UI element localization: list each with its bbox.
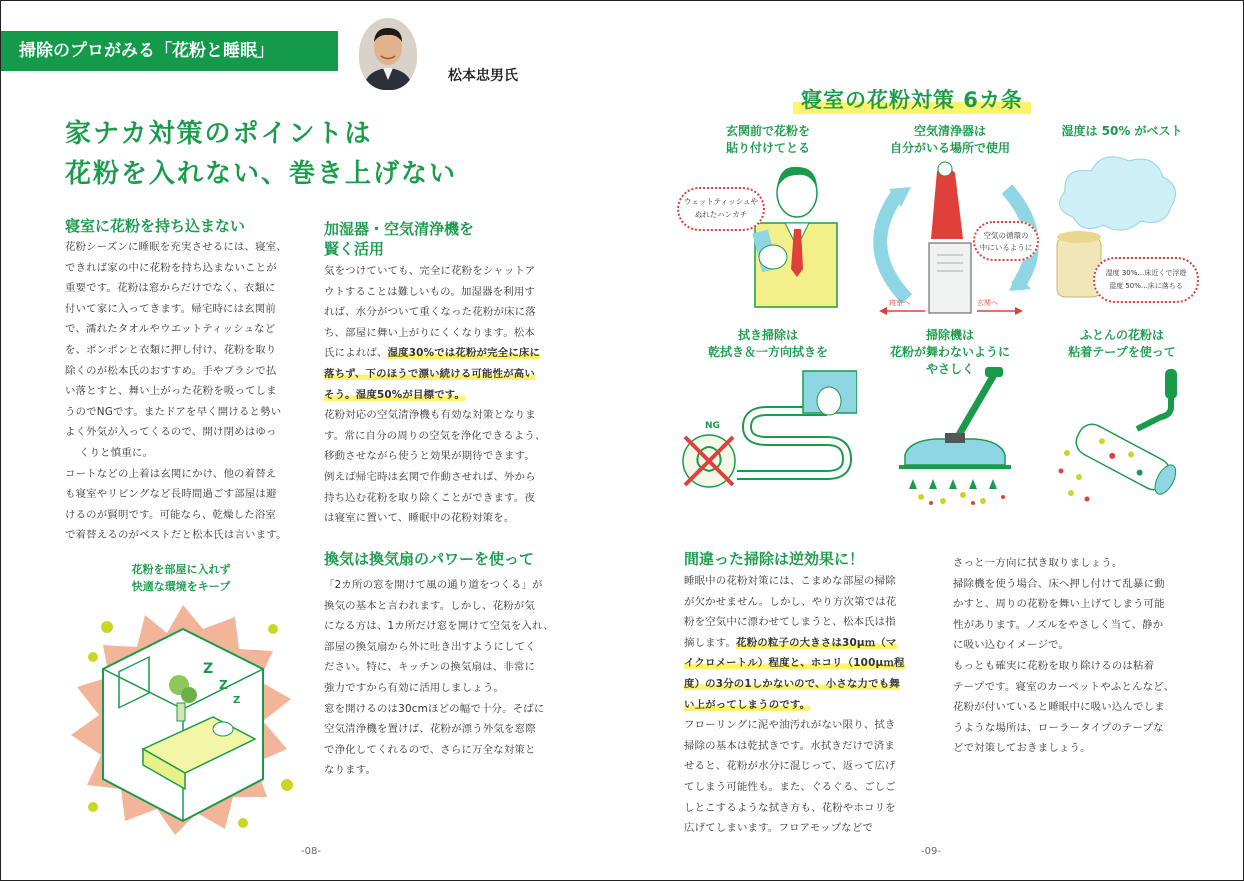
caption-line: ふとんの花粉は (1079, 328, 1164, 342)
section-heading: 寝室に花粉を持ち込まない (65, 217, 246, 235)
ng-label: NG (705, 421, 720, 431)
caption-line: 拭き掃除は (737, 328, 798, 342)
text-line: かすと、周りの花粉を舞い上げてしまう可能 (953, 598, 1165, 611)
highlighted-text: そう。湿度50%が目標です。 (324, 388, 466, 401)
highlighted-text: い上がってしまうのです。 (684, 698, 811, 711)
text-line: てしまう可能性も。また、ぐるぐる、ごしご (684, 780, 896, 793)
section-header-band: 掃除のプロがみる「花粉と睡眠」 (1, 31, 338, 71)
text-line (684, 674, 934, 695)
tip-caption-humidity: 湿度は 50% がベスト (1061, 124, 1183, 138)
text-line: も寝室やリビングなど長時間過ごす部屋は避 (65, 488, 277, 501)
text-line: うような場所は、ローラータイプのテープな (953, 721, 1164, 734)
page-number: -09- (921, 846, 941, 857)
text-line: 粉を空気中に漂わせてしまうと、松本氏は指 (684, 616, 896, 629)
text-span: 氏によれば、 (324, 347, 388, 360)
text-line: 移動させながら使うと効果が期待できます。 (324, 450, 535, 463)
text-line: 花粉シーズンに睡眠を充実させるには、寝室、 (65, 241, 287, 253)
bubble-line: 湿度 50%…床に落ちる (1109, 282, 1183, 290)
caption-line: 花粉が舞わないように (889, 345, 1010, 359)
svg-text:Z: Z (233, 695, 241, 706)
caption-line: 快適な環境をキープ (131, 580, 231, 593)
text-line: 換気の基本と言われます。しかし、花粉が気 (324, 599, 535, 612)
text-line: 掃除の基本は乾拭きです。水拭きだけで済ま (684, 739, 895, 752)
text-line: は寝室に置いて、睡眠中の花粉対策を。 (324, 512, 515, 525)
text-line: けるのが賢明です。可能なら、乾燥した浴室 (65, 508, 276, 521)
text-line: 「2カ所の窓を開けて風の通り道をつくる」が (324, 579, 543, 591)
section-heading: 換気は換気扇のパワーを使って (324, 550, 535, 568)
caption-line: 花粉を部屋に入れず (131, 563, 231, 576)
text-line: ウトすることは難しいもの。加湿器を利用す (324, 285, 536, 298)
arrow-label-entrance: 玄関へ (977, 299, 998, 307)
entrance-illustration (673, 159, 853, 313)
section-heading (324, 219, 474, 259)
caption-line: やさしく (925, 362, 974, 376)
article-body (65, 237, 315, 546)
highlighted-text: 湿度30%では花粉が完全に床に (387, 347, 541, 360)
text-line: になる方は、1カ所だけ窓を開けて空気を入れ、 (324, 620, 554, 633)
text-line: 性があります。ノズルをやさしく当て、静か (953, 618, 1164, 631)
text-line: テープです。寝室のカーペットやふとんなど、 (953, 680, 1175, 693)
text-line: 空気清浄機を置けば、花粉が漂う外気を窓際 (324, 723, 536, 736)
text-line: 花粉が付いていると睡眠中に吸い込んでしま (953, 701, 1165, 714)
author-name: 松本忠男氏 (448, 68, 518, 84)
text-line: 付いて家に入ってきます。帰宅時には玄関前 (65, 302, 276, 315)
bubble-line: 湿度 30%…床近くで浮遊 (1105, 269, 1187, 277)
text-line (684, 633, 934, 654)
caption-line: 掃除機は (925, 328, 974, 342)
text-line: 部屋の換気扇から外に吐き出すようにしてく (324, 640, 536, 653)
vacuum-illustration (895, 365, 1015, 509)
text-line: ち、部屋に舞い上がりにくくなります。松本 (324, 326, 535, 339)
heading-line: 賢く活用 (324, 240, 385, 258)
text-span: 摘します。 (684, 636, 737, 649)
text-line: できれば家の中に花粉を持ち込まないことが (65, 261, 277, 274)
wiping-illustration (677, 367, 857, 511)
text-line: 花粉対応の空気清浄機も有効な対策となりま (324, 409, 536, 422)
text-line: を、ポンポンと衣類に押し付け、花粉を取り (65, 343, 277, 356)
svg-text:Z: Z (219, 678, 228, 692)
text-line (684, 653, 934, 674)
bubble-line: ウェットティッシュや (684, 197, 758, 206)
text-line: もっとも確実に花粉を取り除けるのは粘着 (953, 659, 1155, 672)
article-body (324, 261, 574, 529)
tip-bubble-wet-tissue (677, 187, 765, 231)
text-line: 重要です。花粉は窓からだけでなく、衣類に (65, 282, 276, 295)
tip-caption-air-purifier (855, 123, 1045, 157)
text-line: なります。 (324, 764, 377, 777)
arrow-label-bedroom: 寝室へ (889, 299, 910, 307)
caption-line: 粘着テープを使って (1068, 345, 1176, 359)
text-line: うのでNGです。またドアを早く開けると勢い (65, 405, 282, 418)
text-line: せると、花粉が水分に混じって、返って広げ (684, 760, 896, 773)
text-line: で浄化してくれるので、さらに万全な対策と (324, 743, 536, 756)
tip-caption-roller (1027, 327, 1217, 361)
article-body (953, 553, 1203, 759)
text-line: さっと一方向に拭き取りましょう。 (953, 557, 1123, 569)
text-line: 窓を開けるのは30cmほどの幅で十分。そばに (324, 702, 545, 715)
article-body (684, 571, 934, 839)
page-number: -08- (301, 846, 321, 857)
highlighted-text: イクロメートル）程度と、ホコリ（100μｍ程 (684, 657, 905, 670)
caption-line: 玄関前で花粉を (725, 124, 810, 138)
tips-title: 寝室の花粉対策 6カ条 (793, 84, 1031, 114)
bubble-line: 中にいるように (979, 243, 1033, 252)
text-line: しとこするような拭き方も、花粉やホコリを (684, 801, 896, 814)
text-line: 広げてしまいます。フロアモップなどで (684, 822, 874, 835)
text-line: 気をつけていても、完全に花粉をシャットア (324, 265, 536, 277)
text-line: フローリングに泥や油汚れがない限り、拭き (684, 719, 896, 732)
highlighted-text: 落ちず、下のほうで漂い続ける可能性が高い (324, 367, 535, 380)
text-line: 強力ですから有効に活用しましょう。 (324, 681, 505, 694)
text-line: い落とすと、舞い上がった花粉を吸ってしま (65, 385, 277, 398)
text-line (324, 364, 574, 385)
headline-line-1: 家ナカ対策のポイントは (65, 119, 373, 149)
text-line: 持ち込む花粉を取り除くことができます。夜 (324, 491, 535, 504)
text-line (324, 343, 574, 364)
text-line: 例えば帰宅時は玄関で作動させれば、外から (324, 470, 536, 483)
author-portrait (359, 18, 417, 90)
highlighted-text: 度）の3分の1しかないので、小さな力でも舞 (684, 677, 900, 690)
text-line: 除くのが松本氏のおすすめ。手やブラシで払 (65, 364, 277, 377)
text-line: 掃除機を使う場合、床へ押し付けて乱暴に動 (953, 577, 1165, 590)
text-line: くりと慎重に。 (79, 446, 154, 459)
text-line: コートなどの上着は玄関にかけ、他の着替え (65, 467, 277, 480)
text-line: で、濡れたタオルやウエットティッシュなど (65, 323, 276, 336)
text-line: よく外気が入ってくるので、開け閉めはゆっ (65, 426, 277, 439)
caption-line: 貼り付けてとる (725, 141, 810, 155)
caption-line: 空気清浄器は (913, 124, 986, 138)
article-body (324, 575, 574, 781)
section-heading: 間違った掃除は逆効果に！ (684, 550, 865, 568)
tip-caption-wiping (673, 327, 863, 361)
highlighted-text: 花粉の粒子の大きさは30μｍ（マ (736, 636, 897, 649)
tip-caption-entrance (673, 123, 863, 157)
bubble-line: ぬれたハンカチ (694, 210, 748, 219)
illustration-caption (101, 561, 261, 595)
tip-bubble-humidity (1093, 257, 1199, 303)
heading-line: 加湿器・空気清浄機を (324, 220, 475, 238)
caption-line: 乾拭き＆一方向拭きを (707, 345, 828, 359)
headline-line-2: 花粉を入れない、巻き上げない (65, 159, 458, 189)
text-line: どで対策しておきましょう。 (953, 742, 1091, 755)
text-line: す。常に自分の周りの空気を浄化できるよう、 (324, 429, 546, 442)
text-line: に吸い込むイメージで。 (953, 639, 1069, 652)
bedroom-illustration (63, 599, 303, 843)
tip-bubble-circulation (973, 221, 1039, 261)
caption-line: 自分がいる場所で使用 (889, 141, 1010, 155)
text-line (684, 695, 934, 716)
text-line (324, 385, 574, 406)
svg-text:Z: Z (203, 661, 214, 677)
text-line: で着替えるのがベストだと松本氏は言います。 (65, 529, 287, 542)
text-line: ださい。特に、キッチンの換気扇は、非常に (324, 661, 536, 674)
bubble-line: 空気の循環の (983, 231, 1029, 240)
text-line: 睡眠中の花粉対策には、こまめな部屋の掃除 (684, 575, 896, 587)
roller-illustration (1053, 367, 1193, 511)
text-line: れば、水分がついて重くなった花粉が床に落 (324, 306, 536, 319)
text-line: が欠かせません。しかし、やり方次第では花 (684, 595, 897, 608)
